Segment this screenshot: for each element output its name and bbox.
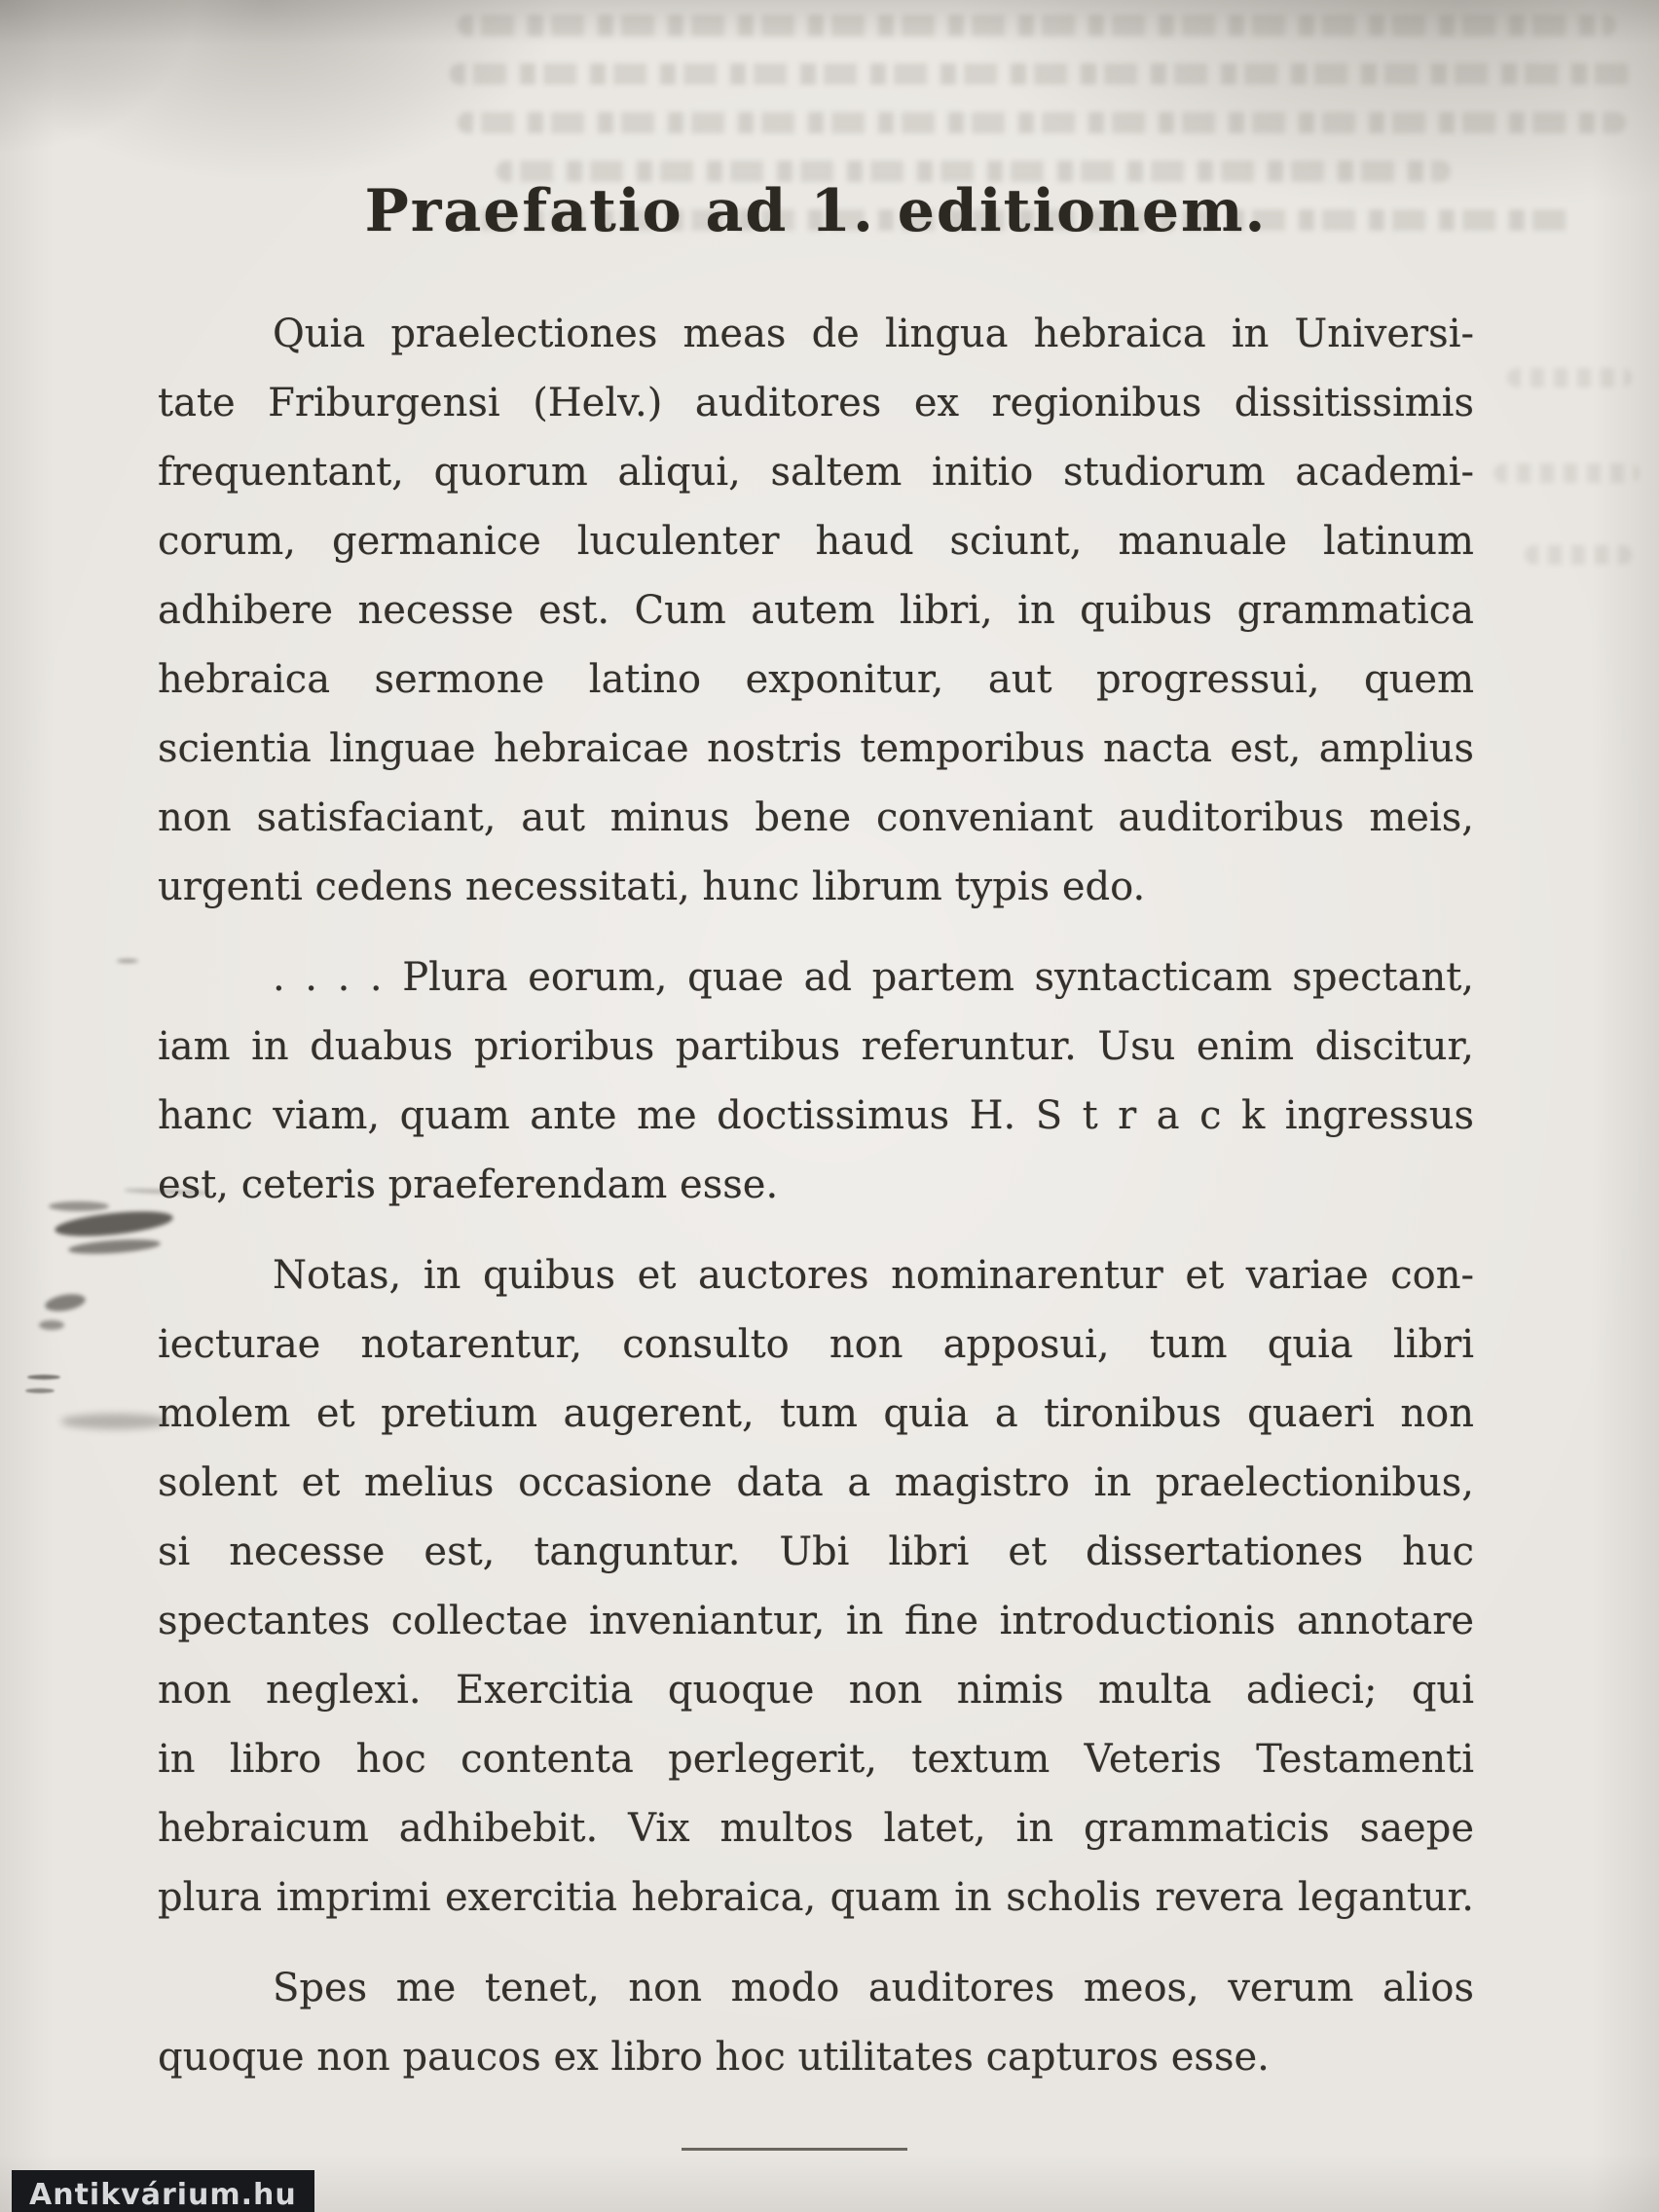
- text-line: tate Friburgensi (Helv.) auditores ex regionibus dissitissimis: [158, 381, 1474, 425]
- paragraph-4: [158, 1954, 1474, 2092]
- bleed-line: [450, 63, 1633, 85]
- text-line: est, ceteris praeferendam esse.: [158, 1162, 779, 1207]
- text-line: corum, germanice luculenter haud sciunt, manuale latinum: [158, 519, 1474, 564]
- text-line: adhibere necesse est. Cum autem libri, in quibus grammatica: [158, 588, 1474, 633]
- bleed-fragment: [1525, 545, 1632, 565]
- text-line: frequentant, quorum aliqui, saltem initio studiorum academi-: [158, 450, 1474, 495]
- text-line: hebraica sermone latino exponitur, aut progressui, quem: [158, 657, 1474, 702]
- ink-dash: [25, 1388, 55, 1393]
- text-line: Quia praelectiones meas de lingua hebraica in Universi-: [273, 312, 1474, 356]
- text-line: . . . . Plura eorum, quae ad partem syntacticam spectant,: [273, 955, 1474, 1000]
- bleed-line: [458, 15, 1616, 36]
- ink-smudge: [54, 1207, 174, 1241]
- section-end-rule: [682, 2148, 907, 2151]
- watermark-antikvarium: [12, 2170, 314, 2212]
- text-line: iecturae notarentur, consulto non apposui, tum quia libri: [158, 1322, 1474, 1367]
- text-line: non neglexi. Exercitia quoque non nimis multa adieci; qui: [158, 1668, 1474, 1713]
- text-line: iam in duabus prioribus partibus referuntur. Usu enim discitur,: [158, 1024, 1474, 1069]
- watermark-text: Antikvárium.hu: [29, 2178, 297, 2212]
- ink-smudge: [44, 1291, 87, 1313]
- text-line: hanc viam, quam ante me doctissimus H. S t r a c k ingressus: [158, 1093, 1474, 1138]
- preface-body: [158, 300, 1474, 2114]
- paragraph-2: [158, 943, 1474, 1220]
- ink-smudge: [39, 1320, 64, 1330]
- bleed-fragment: [1507, 368, 1632, 387]
- text-line: solent et melius occasione data a magistro in praelectionibus,: [158, 1460, 1474, 1505]
- ink-smudge: [68, 1237, 162, 1257]
- page-title: Praefatio ad 1. editionem.: [364, 177, 1268, 245]
- ink-dash: [27, 1375, 60, 1380]
- paragraph-3: [158, 1241, 1474, 1933]
- text-line: si necesse est, tanguntur. Ubi libri et dissertationes huc: [158, 1530, 1474, 1574]
- text-line: spectantes collectae inveniantur, in fine introductionis annotare: [158, 1599, 1474, 1643]
- text-line: plura imprimi exercitia hebraica, quam in scholis revera legantur.: [158, 1875, 1474, 1920]
- ink-smudge: [49, 1201, 109, 1211]
- bleed-fragment: [1493, 463, 1640, 483]
- text-line: urgenti cedens necessitati, hunc librum typis edo.: [158, 865, 1146, 909]
- bleed-line: [458, 112, 1626, 133]
- text-line: Spes me tenet, non modo auditores meos, verum alios: [273, 1966, 1474, 2010]
- text-line: quoque non paucos ex libro hoc utilitates capturos esse.: [158, 2035, 1270, 2080]
- paragraph-1: [158, 300, 1474, 922]
- text-line: Notas, in quibus et auctores nominarentur et variae con-: [273, 1253, 1474, 1298]
- text-line: molem et pretium augerent, tum quia a tironibus quaeri non: [158, 1391, 1474, 1436]
- ink-dash: [117, 959, 138, 963]
- text-line: hebraicum adhibebit. Vix multos latet, in grammaticis saepe: [158, 1806, 1474, 1851]
- text-line: scientia linguae hebraicae nostris temporibus nacta est, amplius: [158, 726, 1474, 771]
- text-line: non satisfaciant, aut minus bene conveniant auditoribus meis,: [158, 795, 1474, 840]
- ink-smear: [60, 1414, 169, 1429]
- text-line: in libro hoc contenta perlegerit, textum Veteris Testamenti: [158, 1737, 1474, 1782]
